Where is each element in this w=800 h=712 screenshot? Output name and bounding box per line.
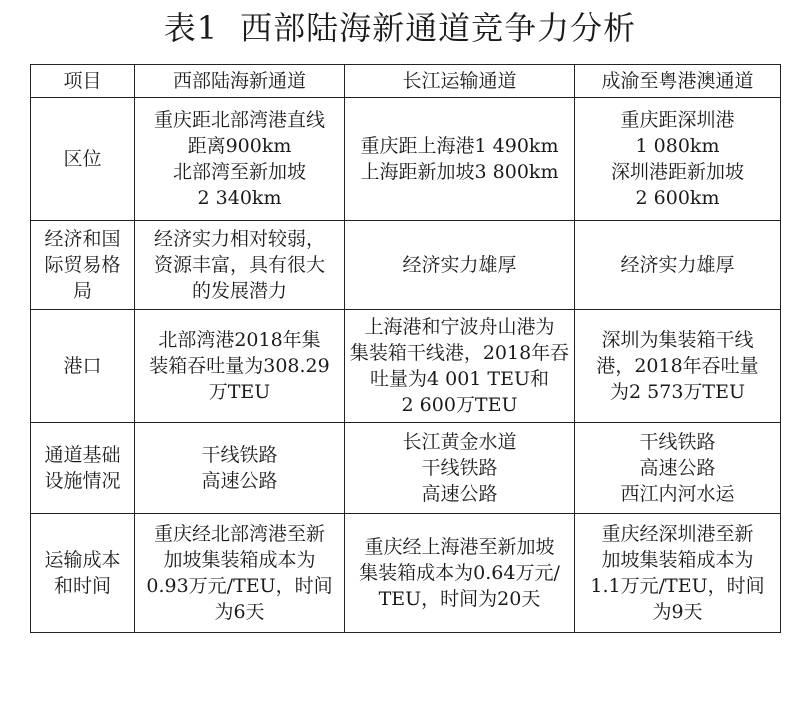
- row-label-economy-trade: 经济和国 际贸易格 局: [31, 221, 135, 310]
- cell-yue-port: 深圳为集装箱干线 港，2018年吞吐量 为2 573万TEU: [575, 310, 781, 423]
- table-row: [31, 514, 781, 633]
- row-label-location: 区位: [31, 98, 135, 221]
- table-number: 表1: [163, 9, 219, 47]
- cell-yangtze-cost-time: 重庆经上海港至新加坡 集装箱成本为0.64万元/ TEU，时间为20天: [345, 514, 575, 633]
- table-row: [31, 98, 781, 221]
- table-title-text: 西部陆海新通道竞争力分析: [240, 9, 637, 47]
- row-label-cost-time: 运输成本 和时间: [31, 514, 135, 633]
- header-yangtze-corridor: 长江运输通道: [345, 65, 575, 98]
- row-label-infrastructure: 通道基础 设施情况: [31, 423, 135, 514]
- cell-yangtze-port: 上海港和宁波舟山港为 集装箱干线港，2018年吞 吐量为4 001 TEU和 2 600万TEU: [345, 310, 575, 423]
- cell-west-economy: 经济实力相对较弱， 资源丰富，具有很大 的发展潜力: [135, 221, 345, 310]
- cell-west-cost-time: 重庆经北部湾港至新 加坡集装箱成本为 0.93万元/TEU，时间 为6天: [135, 514, 345, 633]
- cell-yue-location: 重庆距深圳港 1 080km 深圳港距新加坡 2 600km: [575, 98, 781, 221]
- cell-yue-infrastructure: 干线铁路 高速公路 西江内河水运: [575, 423, 781, 514]
- cell-west-infrastructure: 干线铁路 高速公路: [135, 423, 345, 514]
- cell-west-port: 北部湾港2018年集 装箱吞吐量为308.29 万TEU: [135, 310, 345, 423]
- row-label-port: 港口: [31, 310, 135, 423]
- table-row: [31, 310, 781, 423]
- table-row: [31, 423, 781, 514]
- header-row: [31, 65, 781, 98]
- cell-yangtze-location: 重庆距上海港1 490km 上海距新加坡3 800km: [345, 98, 575, 221]
- page-title: [0, 8, 800, 48]
- header-west-corridor: 西部陆海新通道: [135, 65, 345, 98]
- cell-yue-cost-time: 重庆经深圳港至新 加坡集装箱成本为 1.1万元/TEU，时间 为9天: [575, 514, 781, 633]
- cell-west-location: 重庆距北部湾港直线 距离900km 北部湾至新加坡 2 340km: [135, 98, 345, 221]
- header-item: 项目: [31, 65, 135, 98]
- cell-yue-economy: 经济实力雄厚: [575, 221, 781, 310]
- header-chengyu-yue-corridor: 成渝至粤港澳通道: [575, 65, 781, 98]
- table-row: [31, 221, 781, 310]
- cell-yangtze-economy: 经济实力雄厚: [345, 221, 575, 310]
- cell-yangtze-infrastructure: 长江黄金水道 干线铁路 高速公路: [345, 423, 575, 514]
- competitiveness-table: [30, 64, 781, 633]
